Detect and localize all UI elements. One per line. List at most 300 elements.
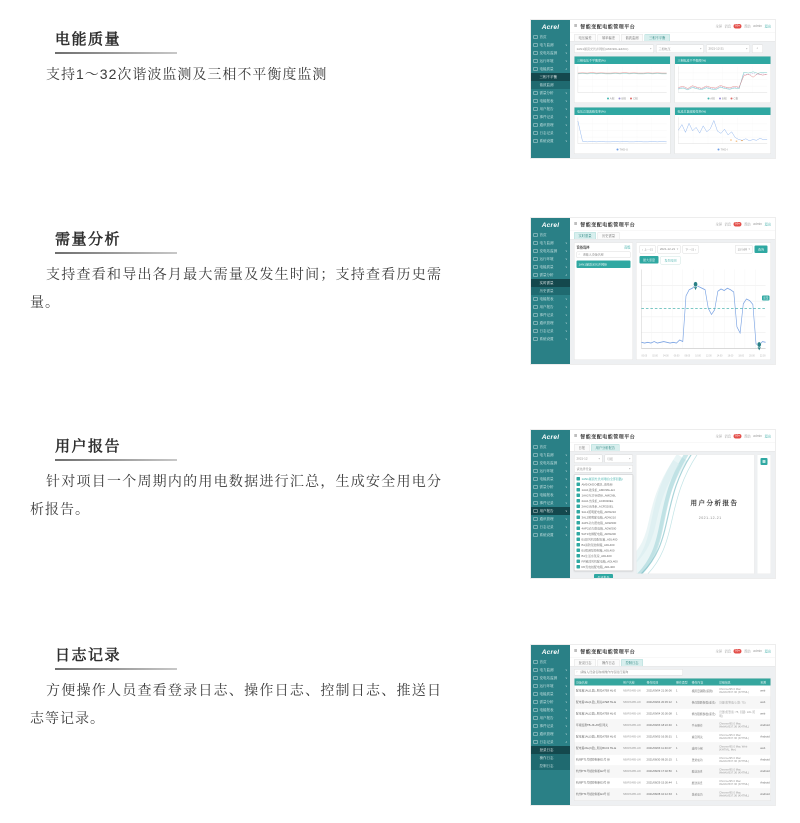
logout-link[interactable]: 退出 — [764, 24, 771, 29]
chevron-icon: ∨ — [565, 43, 568, 47]
sidebar-item[interactable] — [531, 255, 570, 263]
sidebar-item[interactable] — [531, 319, 570, 327]
chevron-icon: ∨ — [565, 329, 568, 333]
checkbox[interactable] — [577, 538, 581, 542]
checklist-item[interactable]: 4AP1动力配电箱_ADW200 — [575, 520, 633, 526]
menu-item-icon — [534, 716, 538, 720]
sidebar-item[interactable] — [531, 41, 570, 49]
tab[interactable]: 操作日志 — [598, 659, 620, 666]
chevron-icon: ∨ — [565, 139, 568, 143]
chart-panel — [675, 56, 772, 103]
header-action[interactable]: admin — [753, 649, 762, 653]
header-action[interactable]: 消息 — [724, 434, 732, 439]
sidebar-item[interactable] — [531, 113, 570, 121]
checklist-item[interactable]: B1喷淋泵控制箱_ADL400 — [575, 548, 633, 554]
chevron-icon: ∨ — [565, 469, 568, 473]
menu-item-icon — [534, 700, 538, 704]
generate-report-button[interactable]: 生成报告 — [594, 574, 613, 578]
sidebar-item[interactable] — [531, 247, 570, 255]
sidebar-subitem-label: 登录日志 — [539, 748, 554, 752]
sidebar-subitem[interactable] — [531, 73, 570, 81]
tab[interactable]: 谐波监测 — [621, 34, 643, 41]
sidebar-subitem[interactable] — [531, 279, 570, 287]
tab[interactable]: 用户分析报告 — [591, 444, 620, 451]
tab[interactable]: 电压偏差 — [574, 34, 596, 41]
checkbox[interactable] — [577, 532, 581, 536]
sidebar-item[interactable] — [531, 303, 570, 311]
header-action[interactable]: 全屏 — [715, 649, 723, 654]
tab[interactable]: 登录日志 — [574, 659, 596, 666]
toggle-button[interactable]: 最大需量 — [640, 256, 659, 264]
checkbox[interactable] — [577, 510, 581, 514]
sidebar-item[interactable] — [531, 507, 570, 515]
sidebar-item[interactable] — [531, 515, 570, 523]
x-tick-label: 08:00 — [684, 354, 691, 357]
checkbox[interactable] — [577, 560, 581, 564]
menu-item-icon — [534, 99, 538, 103]
sidebar-item[interactable] — [531, 475, 570, 483]
sidebar-item[interactable] — [531, 137, 570, 145]
sidebar-item[interactable] — [531, 467, 570, 475]
sidebar-item[interactable] — [531, 491, 570, 499]
tab[interactable]: 实时需量 — [574, 232, 596, 239]
menu-toggle-icon[interactable]: ≡ — [574, 22, 578, 29]
checkbox[interactable] — [577, 483, 581, 487]
sidebar-item[interactable] — [531, 706, 570, 714]
checkbox[interactable] — [577, 565, 581, 569]
table-row[interactable]: 环境监测TB-JK-A5组 网关 NB/RS485-LW 2021/09/03 18:22:40 1 平台操作 Chrome/95.0 Mac WebKit/537.36 (KHTML) Android — [575, 720, 771, 732]
notification-badge[interactable]: 99+ — [735, 222, 741, 226]
header-actions — [716, 649, 771, 654]
sidebar-menu — [531, 231, 570, 364]
sidebar-item-label: 事件记录 — [539, 313, 554, 317]
chevron-icon: ∨ — [565, 123, 568, 127]
checklist-item[interactable]: 1AA2无功补偿柜_AMC96L — [575, 493, 633, 499]
search-button[interactable]: ⌕ — [752, 45, 763, 54]
sidebar-item[interactable] — [531, 738, 570, 746]
chevron-icon: ∨ — [565, 337, 568, 341]
menu-toggle-icon[interactable]: ≡ — [574, 220, 578, 227]
legend-item[interactable]: C相 — [630, 97, 638, 101]
sidebar-item-label: 运行环境 — [539, 59, 554, 63]
menu-item-icon — [534, 139, 538, 143]
sidebar-item-label: 首页 — [539, 445, 547, 449]
sidebar-item-label: 日志记录 — [539, 740, 554, 744]
header-action[interactable]: 帮助 — [744, 434, 751, 439]
sidebar-item[interactable] — [531, 722, 570, 730]
page-tabs — [570, 442, 775, 452]
menu-item-icon — [534, 445, 538, 449]
chevron-icon: ∨ — [565, 533, 568, 537]
sidebar-item-label: 系统设置 — [539, 139, 554, 143]
menu-item-icon — [534, 517, 538, 521]
checkbox[interactable] — [577, 488, 581, 492]
chevron-icon: ∨ — [565, 257, 568, 261]
legend-item[interactable]: A相 — [707, 97, 715, 101]
menu-item-icon — [534, 67, 538, 71]
table-row[interactable]: 杭州PT1号楼控制柜E1号 柜 NB/RS485-LW 2021/08/30 09:20:15 1 登录成功 Chrome/95.0 Mac WebKit/537.36 (KHTML) Android — [575, 755, 771, 767]
tab[interactable]: 三相不平衡 — [645, 34, 670, 41]
sidebar-item-label: 电能报表 — [539, 297, 554, 301]
sidebar-menu — [531, 33, 570, 158]
sidebar-subitem[interactable] — [531, 81, 570, 89]
checkbox[interactable] — [577, 499, 581, 503]
sidebar-item[interactable] — [531, 33, 570, 41]
interval-select[interactable]: 15分钟 ▾ — [735, 245, 752, 254]
menu-item-icon — [534, 115, 538, 119]
menu-item-icon — [534, 233, 538, 237]
sidebar-subitem-label: 三相不平衡 — [539, 75, 557, 79]
checklist-item[interactable]: B1排风机房配电箱_ADL400 — [575, 537, 633, 543]
sidebar-item[interactable] — [531, 295, 570, 303]
sidebar-item[interactable] — [531, 666, 570, 674]
chevron-icon: ∨ — [565, 485, 568, 489]
chevron-icon: ∨ — [565, 131, 568, 135]
chevron-icon: ∨ — [565, 716, 568, 720]
sidebar-item[interactable] — [531, 231, 570, 239]
menu-item-icon — [534, 131, 538, 135]
menu-item-icon — [534, 668, 538, 672]
chevron-icon: ∨ — [565, 265, 568, 269]
menu-toggle-icon[interactable]: ≡ — [574, 432, 578, 439]
table-row[interactable]: 配电箱1AL(3层)_网关A7E8 HL-E NB/RS485-LW 2021/09/03 16:05:31 1 重启网关 Chrome/95.0 Mac WebKit/537.36 (KHTML) Android — [575, 732, 771, 744]
sidebar-item-label: 事件记录 — [539, 115, 554, 119]
app-title: 智能变配电能管理平台 — [580, 24, 636, 30]
checklist-item[interactable]: 1AN1屋顶光伏并网柜(全部回路) — [575, 476, 633, 482]
sidebar-item[interactable] — [531, 57, 570, 65]
sidebar-subitem[interactable] — [531, 287, 570, 295]
chart-legend — [575, 96, 671, 103]
sidebar-item[interactable] — [531, 129, 570, 137]
table-row[interactable]: 配电箱1AL(1层)_网关A7E8 HL-E NB/RS485-LW 2021/09/04 20:45:12 1 修改限额参数(遥设) 设置(报警值/上限: 75) web — [575, 697, 771, 709]
checkbox[interactable] — [577, 527, 581, 531]
chevron-icon: ∨ — [565, 493, 568, 497]
x-tick-label: 20:00 — [749, 354, 755, 357]
demand-line-chart — [640, 267, 768, 354]
menu-item-icon — [534, 91, 538, 95]
chevron-icon: ∨ — [565, 91, 568, 95]
sidebar-item[interactable] — [531, 451, 570, 459]
menu-item-icon — [534, 257, 538, 261]
sidebar-item-label: 电能报表 — [539, 493, 554, 497]
section-title-logs: 日志记录 — [55, 647, 122, 664]
sidebar-item[interactable] — [531, 682, 570, 690]
app-title: 智能变配电能管理平台 — [580, 434, 636, 440]
sidebar-item-label: 电力监测 — [539, 43, 554, 47]
sidebar-item-label: 事件记录 — [539, 724, 554, 728]
date-toolbar — [640, 245, 768, 254]
notification-badge[interactable]: 99+ — [735, 24, 741, 28]
tab[interactable]: 频率偏差 — [598, 34, 620, 41]
sidebar-item-label: 通讯管理 — [539, 123, 554, 127]
sidebar-item-label: 用户报告 — [539, 107, 554, 111]
filter-select[interactable]: 三相电压 ▾ — [656, 45, 704, 54]
sidebar-item[interactable] — [531, 271, 570, 279]
checkbox[interactable] — [577, 477, 581, 481]
chevron-icon: ∨ — [565, 509, 568, 513]
menu-item-icon — [534, 321, 538, 325]
sidebar-item[interactable] — [531, 239, 570, 247]
menu-item-icon — [534, 676, 538, 680]
sidebar-item-label: 首页 — [539, 660, 547, 664]
app-title: 智能变配电能管理平台 — [580, 649, 636, 655]
chevron-icon: ∨ — [565, 708, 568, 712]
menu-item-icon — [534, 477, 538, 481]
menu-item-icon — [534, 43, 538, 47]
checklist-item[interactable]: 3AL2照明配电箱_ADW210 — [575, 515, 633, 521]
checkbox[interactable] — [577, 549, 581, 553]
x-tick-label: 00:00 — [641, 354, 648, 357]
sidebar-item[interactable] — [531, 49, 570, 57]
header-action[interactable]: admin — [753, 434, 762, 438]
sidebar — [531, 218, 570, 364]
checkbox[interactable] — [577, 554, 581, 558]
advanced-link[interactable]: 高级 — [624, 246, 631, 250]
section-body-demand: 支持查看和导出各月最大需量及发生时间；支持查看历史需量。 — [30, 266, 442, 310]
sidebar-subitem[interactable] — [531, 754, 570, 762]
header-action[interactable]: 全屏 — [715, 222, 723, 227]
sidebar-item[interactable] — [531, 483, 570, 491]
table-row[interactable]: 杭州PT1号楼控制柜E4号 柜 NB/RS485-LW 2021/08/28 10:12:33 1 登录成功 Chrome/95.0 Mac WebKit/537.36 (KHTML) Android — [575, 789, 771, 801]
chart-panel-title: 三相电流不平衡度(%) — [675, 57, 771, 65]
sidebar — [531, 20, 570, 158]
month-select[interactable]: 2021-12 ▾ — [574, 455, 603, 464]
sidebar-item-label: 变电站监测 — [539, 461, 557, 465]
legend-item[interactable]: B相 — [719, 97, 727, 101]
sidebar-item-label: 用户报告 — [539, 716, 554, 720]
chart-panel-title: 三相电压不平衡度(%) — [575, 57, 671, 65]
section-underline — [55, 252, 177, 254]
sidebar-subitem[interactable] — [531, 746, 570, 754]
x-tick-label: 12:00 — [706, 354, 712, 357]
sidebar-item[interactable] — [531, 105, 570, 113]
menu-item-icon — [534, 265, 538, 269]
report-type-select[interactable]: 月报 ▾ — [605, 455, 634, 464]
line-chart — [675, 115, 771, 148]
notification-badge[interactable]: 99+ — [735, 434, 741, 438]
logout-link[interactable]: 退出 — [764, 649, 771, 654]
chart-panel — [675, 107, 772, 154]
header-action[interactable]: 帮助 — [744, 24, 751, 29]
query-button[interactable]: 查询 — [754, 246, 767, 254]
sidebar-item[interactable] — [531, 263, 570, 271]
tab[interactable]: 历史需量 — [598, 232, 620, 239]
device-search — [577, 252, 631, 259]
screenshot-logs — [531, 645, 775, 805]
chevron-icon: ∨ — [565, 501, 568, 505]
header-action[interactable]: admin — [753, 24, 762, 28]
menu-item-icon — [534, 313, 538, 317]
report-title: 用户分析报告 — [690, 499, 739, 507]
menu-item-icon — [534, 123, 538, 127]
sidebar-item[interactable] — [531, 121, 570, 129]
sidebar-item[interactable] — [531, 674, 570, 682]
sidebar-item[interactable] — [531, 443, 570, 451]
header-action[interactable]: 消息 — [724, 222, 732, 227]
chevron-icon: ∨ — [565, 453, 568, 457]
device-search-input[interactable] — [582, 253, 629, 257]
legend-item[interactable]: B相 — [618, 97, 626, 101]
chart-panel — [574, 56, 671, 103]
sidebar-item[interactable] — [531, 335, 570, 343]
sidebar-subitem-label: 历史需量 — [539, 289, 554, 293]
sidebar-item[interactable] — [531, 459, 570, 467]
sidebar-item-label: 需量分析 — [539, 700, 554, 704]
x-tick-label: 16:00 — [727, 354, 734, 357]
checkbox[interactable] — [577, 521, 581, 525]
header-action[interactable]: 消息 — [724, 649, 732, 654]
x-tick-label: 10:00 — [695, 354, 701, 357]
sidebar-item[interactable] — [531, 327, 570, 335]
device-select[interactable]: 请选择设备 ▾ — [574, 465, 633, 473]
chart-legend — [575, 148, 671, 154]
chart-legend — [675, 148, 771, 154]
header-action[interactable]: 帮助 — [744, 649, 751, 654]
chevron-icon: ∨ — [565, 115, 568, 119]
checklist-item[interactable]: 2AA2出线柜_ACR320EL — [575, 504, 633, 510]
sidebar-subitem-label: 控制日志 — [539, 764, 554, 768]
menu-item-icon — [534, 684, 538, 688]
checkbox[interactable] — [577, 494, 581, 498]
checklist-item[interactable]: B1生活水泵房_ADL400 — [575, 553, 633, 559]
sidebar-item[interactable] — [531, 499, 570, 507]
checklist-item[interactable]: B1消防泵控制箱_ADL400 — [575, 542, 633, 548]
table-row[interactable]: 配电箱2AL(3层)_网关B1C2 HL-E NB/RS485-LW 2021/09/03 11:40:27 1 遥控分闸 Chrome/95.0 Mac Web (KHTML, like) web — [575, 743, 771, 755]
checklist-item[interactable]: 2AA1出线柜_ACR320EL — [575, 498, 633, 504]
header-action[interactable]: 帮助 — [744, 222, 751, 227]
sidebar-item-label: 电力监测 — [539, 241, 554, 245]
logout-link[interactable]: 退出 — [764, 222, 771, 227]
sidebar-item-label: 电能质量 — [539, 265, 554, 269]
sidebar-item-label: 首页 — [539, 35, 547, 39]
prev-day-button[interactable]: ‹ 上一日 — [640, 245, 656, 254]
checklist-item[interactable]: 5AT1电梯配电箱_ADW200 — [575, 531, 633, 537]
header-action[interactable]: 全屏 — [715, 434, 723, 439]
checklist-item[interactable]: 4AP2动力配电箱_ADW200 — [575, 526, 633, 532]
sidebar-item[interactable] — [531, 65, 570, 73]
table-row[interactable]: 杭州PT1号楼控制柜E3号 柜 NB/RS485-LW 2021/08/29 15:30:44 1 推送消息 Chrome/95.0 Mac WebKit/537.36 (KHTML) Android — [575, 778, 771, 790]
table-row[interactable]: 杭州PT1号楼控制柜E2号 柜 NB/RS485-LW 2021/08/29 17:02:50 1 推送消息 Chrome/95.0 Mac WebKit/537.36 (KHTML) Android — [575, 766, 771, 778]
header-action[interactable]: admin — [753, 222, 762, 226]
sidebar-item-label: 用户报告 — [539, 305, 554, 309]
date-picker[interactable]: 2021-12-21 ▾ — [657, 245, 680, 254]
menu-item-icon — [534, 241, 538, 245]
chevron-icon: ∨ — [565, 249, 568, 253]
acrel-logo: Acrel — [541, 432, 560, 441]
sidebar-item[interactable] — [531, 714, 570, 722]
checklist-item[interactable]: AM5-DI/DO模块_进线柜 — [575, 482, 633, 488]
chart-panel-title: 电压总谐波畸变率(%) — [575, 108, 671, 116]
log-search — [574, 669, 683, 676]
header-action[interactable]: 全屏 — [715, 24, 723, 29]
header-actions — [716, 434, 771, 439]
sidebar-item[interactable] — [531, 89, 570, 97]
export-icon[interactable] — [761, 458, 768, 465]
checklist-item[interactable]: RF充电桩配电箱_ADL400 — [575, 564, 633, 570]
sidebar-item[interactable] — [531, 730, 570, 738]
checklist-item[interactable]: 3AL1照明配电箱_ADW210 — [575, 509, 633, 515]
sidebar-item-label: 日志记录 — [539, 525, 554, 529]
sidebar-item-label: 用户报告 — [539, 509, 554, 513]
log-search-input[interactable] — [579, 670, 681, 674]
chevron-icon: ∨ — [565, 51, 568, 55]
sidebar-subitem-label: 操作日志 — [539, 756, 554, 760]
sidebar-item[interactable] — [531, 698, 570, 706]
next-day-button[interactable]: 下一日 › — [683, 245, 699, 254]
menu-item-icon — [534, 740, 538, 744]
sidebar-item-label: 通讯管理 — [539, 732, 554, 736]
table-header-row: 设备名称 用户名称 操作时间 操作类型 操作内容 详细信息 来源 — [575, 679, 771, 686]
legend-item[interactable]: THD-U — [616, 149, 628, 152]
chevron-icon: ∨ — [565, 241, 568, 245]
sidebar-item-label: 系统设置 — [539, 337, 554, 341]
search-icon: ⌕ — [576, 670, 578, 674]
header-action[interactable]: 消息 — [724, 24, 732, 29]
checkbox[interactable] — [577, 516, 581, 520]
logout-link[interactable]: 退出 — [764, 434, 771, 439]
legend-item[interactable]: C相 — [730, 97, 738, 101]
menu-item-icon — [534, 297, 538, 301]
section-body-power-quality: 支持1～32次谐波监测及三相不平衡度监测 — [46, 66, 328, 82]
section-title-report: 用户报告 — [55, 438, 122, 455]
demand-chart-panel — [636, 243, 771, 361]
tab[interactable]: 控制日志 — [621, 659, 643, 666]
chevron-icon: ∨ — [565, 525, 568, 529]
table-row[interactable]: 配电箱1AL(2层)_网关A7E8 HL-E NB/RS485-LW 2021/09/04 20:30:08 1 修改限额参数(遥设) 设置(报警值: 75, 回路: 2AL 照明) web — [575, 709, 771, 721]
chevron-icon: ∨ — [565, 724, 568, 728]
checkbox[interactable] — [577, 543, 581, 547]
chevron-icon: ∨ — [565, 297, 568, 301]
sidebar — [531, 645, 570, 805]
chevron-icon: ∨ — [565, 692, 568, 696]
sidebar-item[interactable] — [531, 97, 570, 105]
sidebar-item[interactable] — [531, 531, 570, 539]
page-tabs — [570, 32, 775, 42]
x-tick-label: 22:00 — [759, 354, 766, 357]
legend-item[interactable]: THD-I — [718, 149, 728, 152]
sidebar-item[interactable] — [531, 658, 570, 666]
notification-badge[interactable]: 99+ — [735, 649, 741, 653]
menu-item-icon — [534, 525, 538, 529]
filter-select[interactable]: 2021-12-21 ▾ — [706, 45, 750, 54]
checklist-item[interactable]: 1AA1进线柜_AMC96L-E4 — [575, 487, 633, 493]
sidebar-item[interactable] — [531, 523, 570, 531]
filter-select[interactable]: 1AN1屋顶光伏并网柜(AMC96L-E4/KC) ▾ — [574, 45, 654, 54]
sidebar-item[interactable] — [531, 690, 570, 698]
checklist-item[interactable]: RF屋顶风机配电箱_ADL400 — [575, 559, 633, 565]
menu-item-icon — [534, 107, 538, 111]
tab[interactable]: 日报 — [574, 444, 590, 451]
menu-toggle-icon[interactable]: ≡ — [574, 647, 578, 654]
header-actions — [716, 24, 771, 29]
menu-item-icon — [534, 249, 538, 253]
checkbox[interactable] — [577, 505, 581, 509]
legend-item[interactable]: A相 — [607, 97, 615, 101]
sidebar-item-label: 变电站监测 — [539, 249, 557, 253]
app-header — [570, 20, 775, 32]
toggle-button[interactable]: 发生时间 — [661, 256, 681, 265]
menu-item-icon — [534, 273, 538, 277]
sidebar-item-label: 日志记录 — [539, 131, 554, 135]
chevron-icon: ∨ — [565, 477, 568, 481]
menu-item-icon — [534, 509, 538, 513]
log-table — [574, 678, 771, 801]
sidebar-item[interactable] — [531, 311, 570, 319]
menu-item-icon — [534, 305, 538, 309]
table-row[interactable]: 配电箱1AL(1层)_网关A7E8 HL-E NB/RS485-LW 2021/09/04 21:00:06 1 模拟量越限(遥测) Chrome/95.0 Mac WebKit/537.36 (KHTML) web — [575, 686, 771, 698]
selected-device-node[interactable]: 1AN1屋顶光伏并网柜 — [577, 261, 631, 269]
sidebar-subitem[interactable] — [531, 762, 570, 770]
